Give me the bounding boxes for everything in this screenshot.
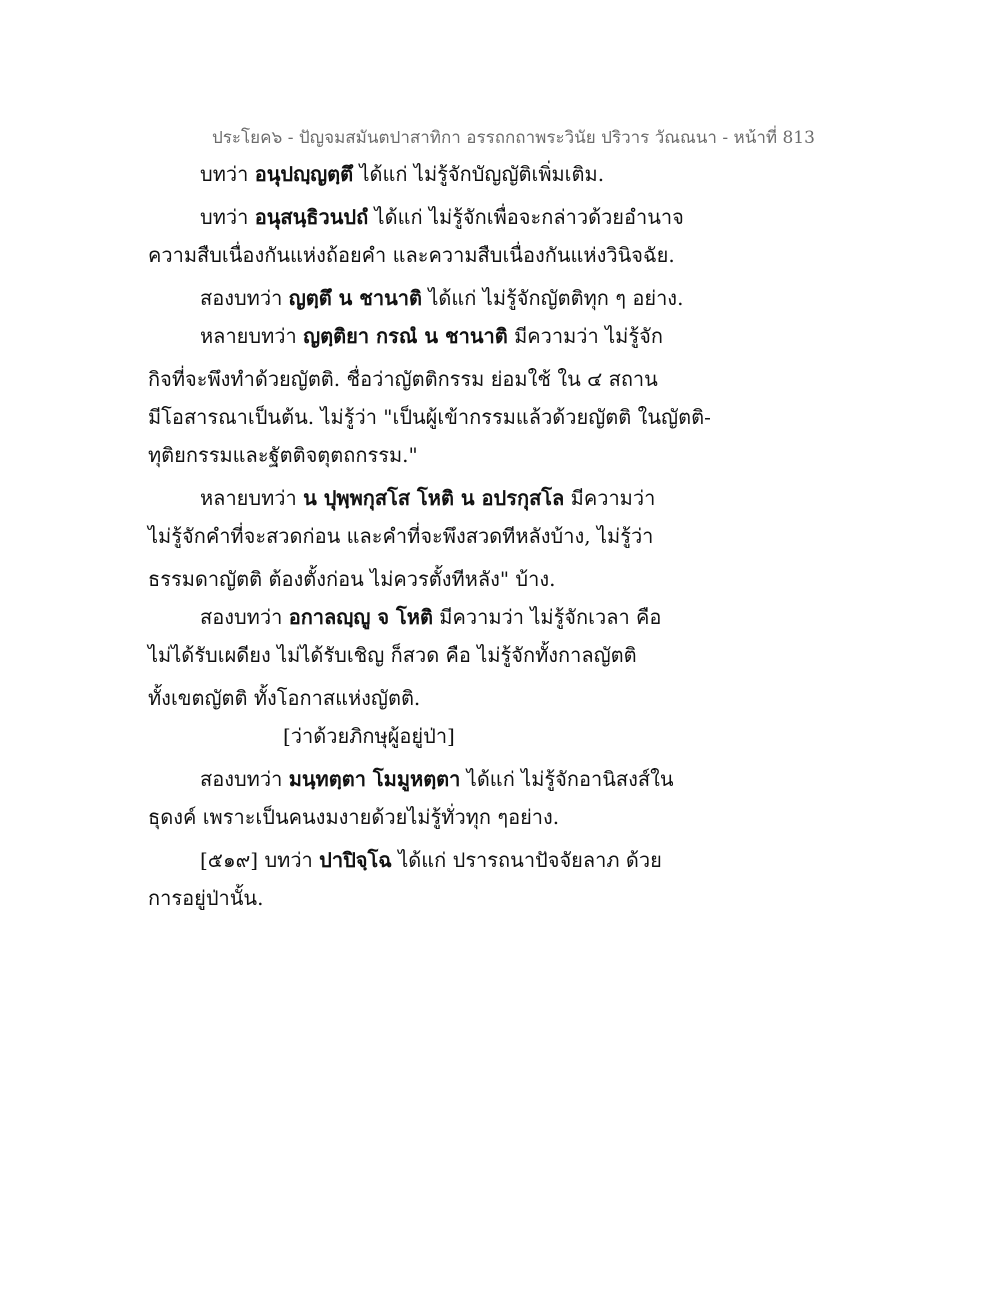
text-segment: สองบทว่า	[200, 767, 289, 791]
text-line	[148, 241, 675, 269]
text-segment: ธุดงค์ เพราะเป็นคนงมงายด้วยไม่รู้ทั่วทุก ๆอย่าง.	[148, 805, 560, 829]
text-segment: ธรรมดาญัตติ ต้องตั้งก่อน ไม่ควรตั้งทีหลัง" บ้าง.	[148, 567, 556, 591]
pali-term: อนุปญฺญตฺตึ	[254, 162, 354, 186]
text-line	[200, 284, 683, 312]
text-segment: สองบทว่า	[200, 286, 289, 310]
pali-term: น ปุพฺพกุสโส โหติ น อปรกุสโล	[303, 486, 565, 510]
text-line	[200, 203, 684, 231]
text-segment: บทว่า	[200, 162, 255, 186]
pali-term: อนุสนฺธิวนปถํ	[254, 205, 369, 229]
text-line	[200, 765, 674, 793]
text-segment: มีความว่า ไม่รู้จัก	[507, 324, 663, 348]
text-line	[148, 565, 555, 593]
text-line	[200, 846, 662, 874]
pali-term: ปาปิจฺโฉ	[319, 848, 392, 872]
text-segment: ได้แก่ ไม่รู้จักบัญญัติเพิ่มเติม.	[353, 162, 605, 186]
text-segment: [ว่าด้วยภิกษุผู้อยู่ป่า]	[283, 724, 455, 748]
text-line	[148, 365, 658, 393]
text-segment: ทั้งเขตญัตติ ทั้งโอกาสแห่งญัตติ.	[148, 686, 421, 710]
text-line	[148, 441, 418, 469]
text-segment: การอยู่ป่านั้น.	[148, 886, 264, 910]
text-segment: ไม่ได้รับเผดียง ไม่ได้รับเชิญ ก็สวด คือ ไม่รู้จักทั้งกาลญัตติ	[148, 643, 637, 667]
pali-term: ญตฺตึ น ชานาติ	[288, 286, 422, 310]
text-line	[148, 803, 559, 831]
pali-term: มนฺทตฺตา โมมูหตฺตา	[288, 767, 461, 791]
text-line	[200, 160, 604, 188]
text-line	[200, 603, 661, 631]
text-segment: หลายบทว่า	[200, 486, 304, 510]
text-line	[283, 722, 455, 750]
text-segment: มีความว่า	[564, 486, 656, 510]
text-line	[148, 403, 711, 431]
text-line	[200, 484, 655, 512]
text-segment: สองบทว่า	[200, 605, 289, 629]
text-segment: ได้แก่ ไม่รู้จักเพื่อจะกล่าวด้วยอำนาจ	[368, 205, 684, 229]
text-segment: ได้แก่ ไม่รู้จักญัตติทุก ๆ อย่าง.	[422, 286, 684, 310]
text-segment: ได้แก่ ไม่รู้จักอานิสงส์ใน	[460, 767, 674, 791]
text-segment: ความสืบเนื่องกันแห่งถ้อยคำ และความสืบเนื่องกันแห่งวินิจฉัย.	[148, 243, 675, 267]
page-header: ประโยค๖ - ปัญจมสมันตปาสาทิกา อรรถกถาพระวินัย ปริวาร วัณณนา - หน้าที่ 813	[212, 128, 815, 148]
text-line	[200, 322, 663, 350]
text-segment: กิจที่จะพึงทำด้วยญัตติ. ชื่อว่าญัตติกรรม ย่อมใช้ ใน ๔ สถาน	[148, 367, 658, 391]
text-segment: บทว่า	[200, 205, 255, 229]
text-segment: มีโอสารณาเป็นต้น. ไม่รู้ว่า "เป็นผู้เข้ากรรมแล้วด้วยญัตติ ในญัตติ-	[148, 405, 711, 429]
text-line	[148, 522, 653, 550]
text-segment: มีความว่า ไม่รู้จักเวลา คือ	[432, 605, 662, 629]
pali-term: อกาลญฺญู จ โหติ	[288, 605, 433, 629]
text-segment: ไม่รู้จักคำที่จะสวดก่อน และคำที่จะพึงสวดทีหลังบ้าง, ไม่รู้ว่า	[148, 524, 654, 548]
text-segment: ได้แก่ ปรารถนาปัจจัยลาภ ด้วย	[391, 848, 662, 872]
text-segment: ทุติยกรรมและฐัตติจตุตถกรรม."	[148, 443, 418, 467]
pali-term: ญตฺติยา กรณํ น ชานาติ	[303, 324, 508, 348]
text-line	[148, 641, 637, 669]
text-line	[148, 684, 420, 712]
text-segment: [๕๑๙] บทว่า	[200, 848, 320, 872]
text-segment: หลายบทว่า	[200, 324, 304, 348]
text-line	[148, 884, 263, 912]
